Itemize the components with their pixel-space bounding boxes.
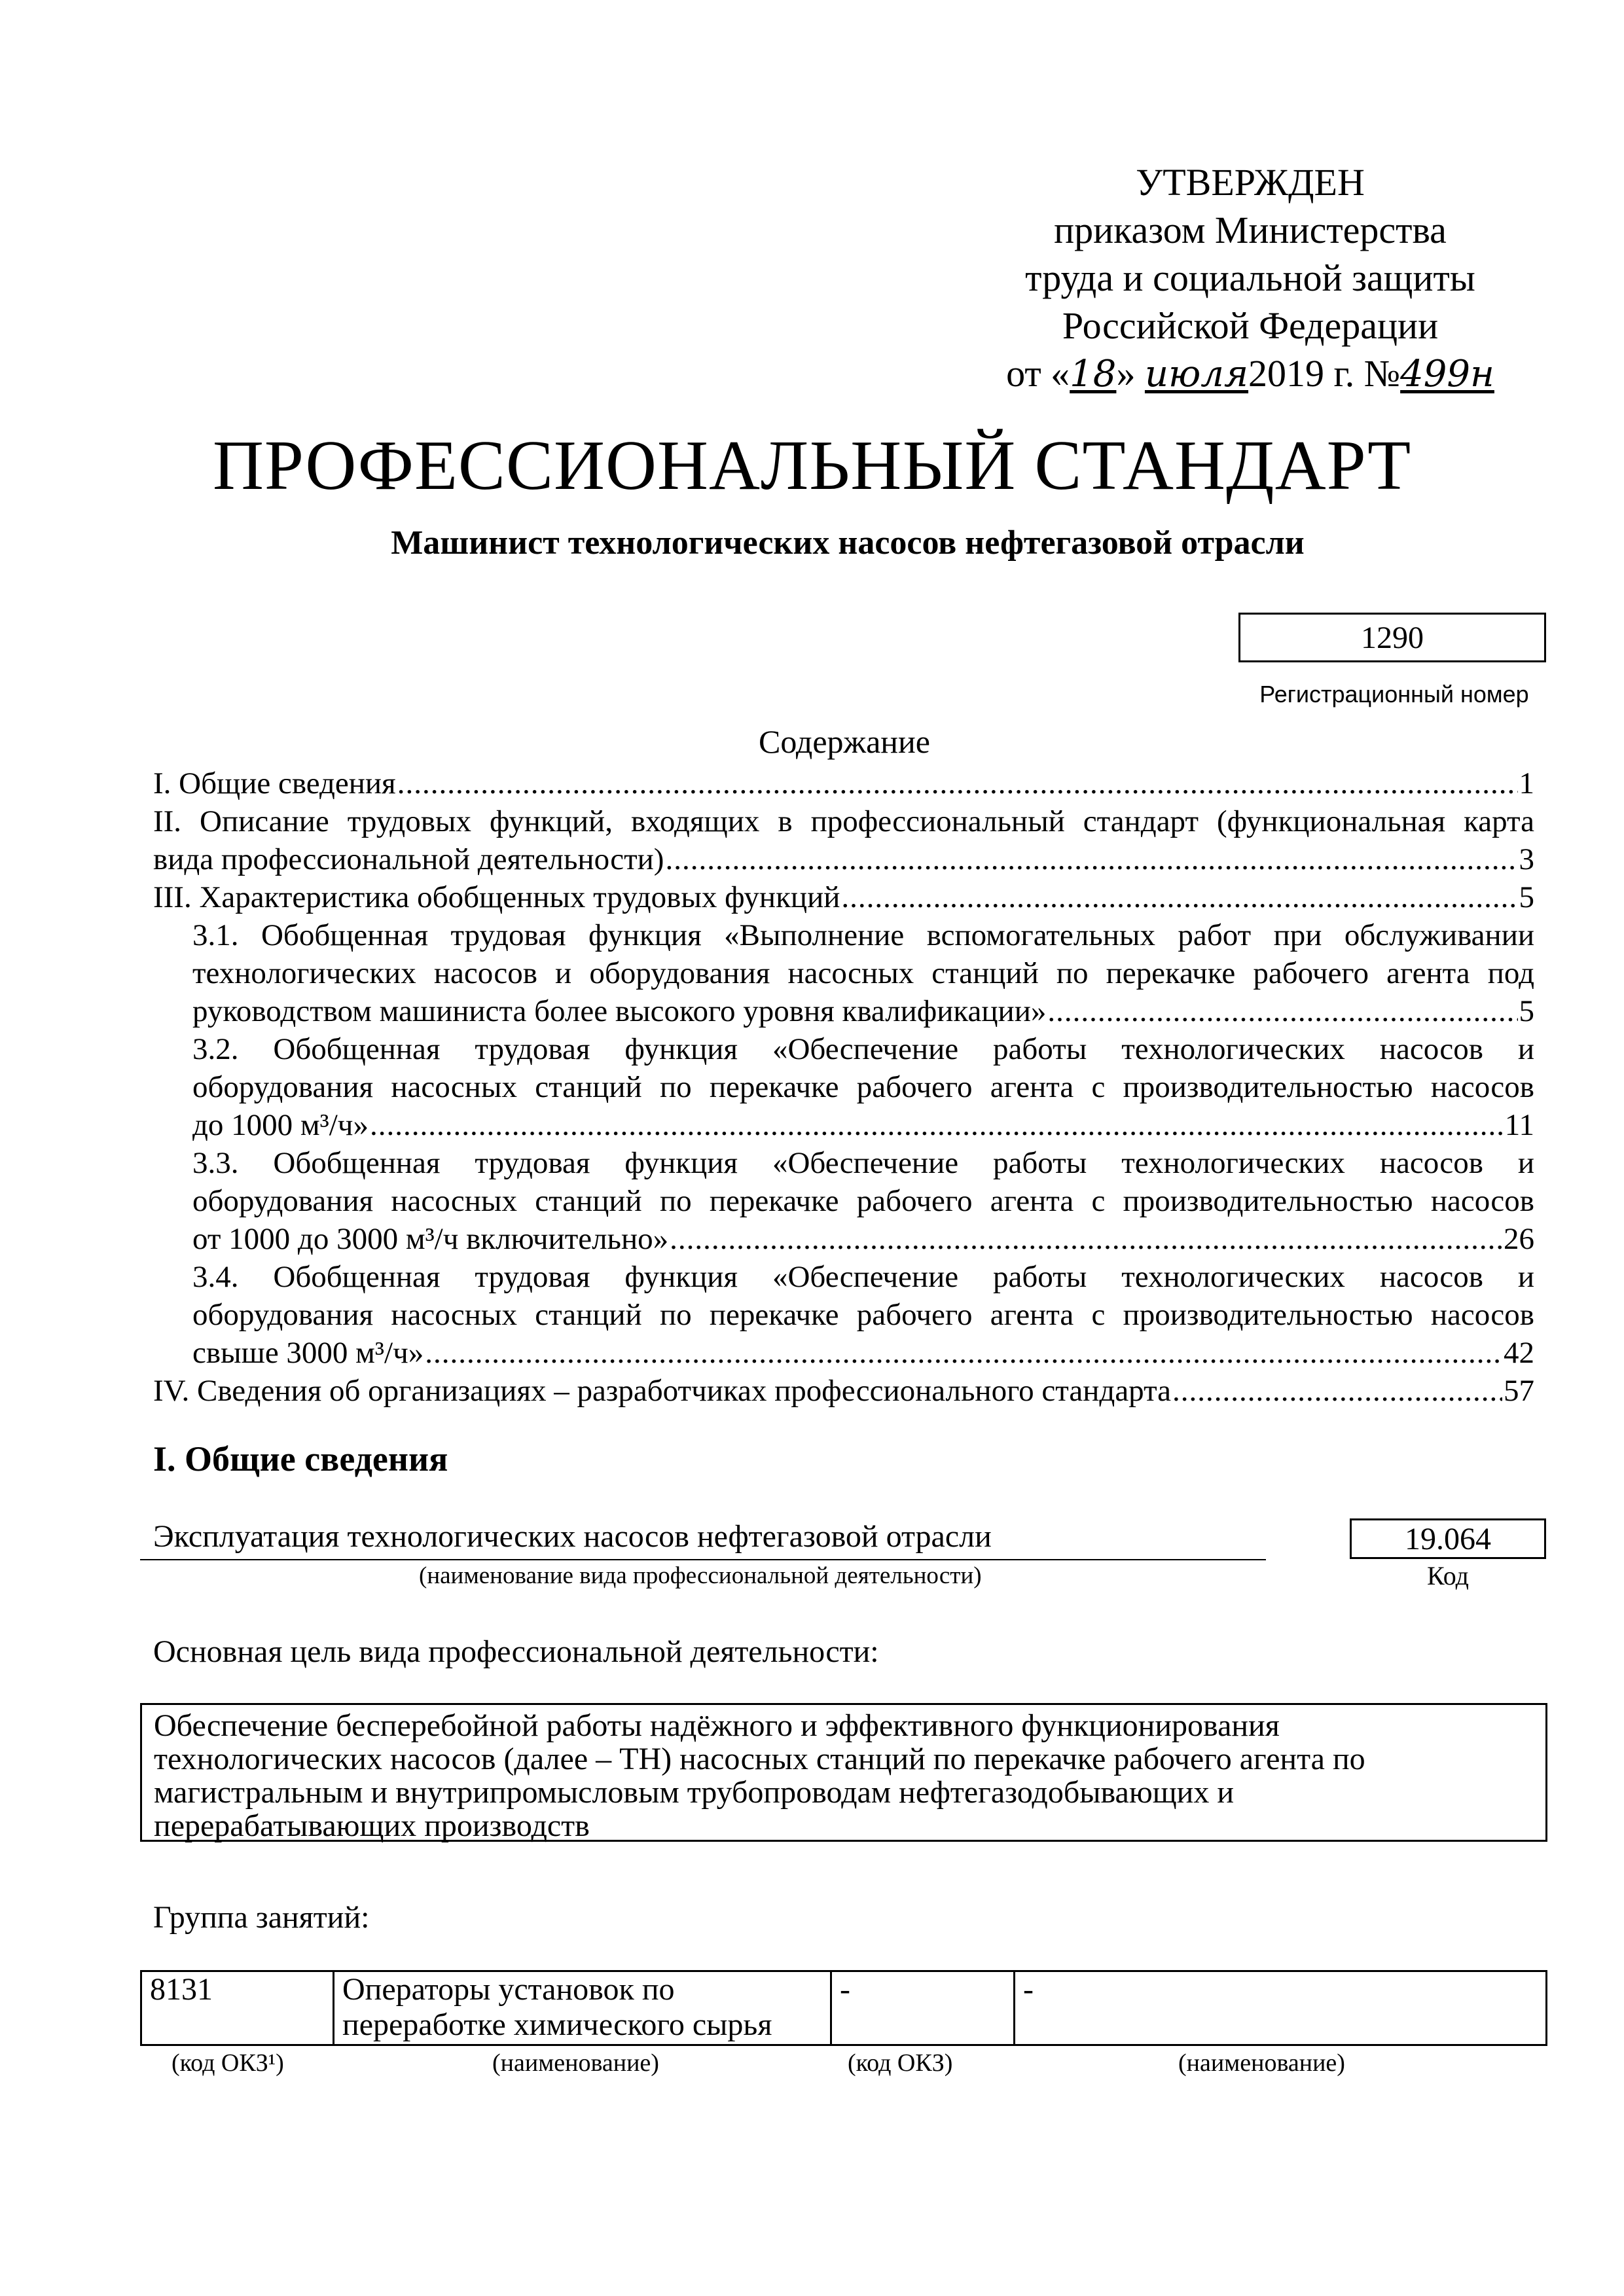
toc-leader-dots: [665, 840, 1517, 878]
toc-item-page: 3: [1519, 842, 1534, 876]
toc-item-page: 11: [1504, 1108, 1534, 1142]
okz-code-caption-2: (код ОКЗ): [848, 2049, 953, 2077]
toc-leader-dots: [425, 1334, 1502, 1372]
toc-item-section-3-3: [192, 1144, 1534, 1258]
toc-item-page: 42: [1504, 1336, 1534, 1370]
approval-block: [969, 158, 1532, 398]
toc-item-section-3-2: [192, 1030, 1534, 1144]
purpose-label: Основная цель вида профессиональной деятельности:: [153, 1634, 879, 1669]
toc-item-section-3: [153, 878, 1534, 916]
toc-item-text: от 1000 до 3000 м³/ч включительно»: [192, 1222, 669, 1256]
toc-leader-dots: [670, 1220, 1502, 1258]
toc-item-text: до 1000 м³/ч»: [192, 1108, 369, 1142]
toc-leader-dots: [1172, 1372, 1502, 1410]
date-day-suffix: »: [1116, 352, 1136, 395]
toc-item-last-line: [192, 1220, 1534, 1258]
toc-item-text: свыше 3000 м³/ч»: [192, 1336, 424, 1370]
toc-title: Содержание: [759, 723, 930, 760]
okz-name-cell: [334, 1971, 831, 2045]
toc-leader-dots: [370, 1106, 1504, 1144]
toc-item-section-4: [153, 1372, 1534, 1410]
activity-name: Эксплуатация технологических насосов нефтегазовой отрасли: [153, 1519, 992, 1554]
handwritten-day: 18: [1070, 353, 1117, 395]
okz-code-cell: 8131: [141, 1971, 334, 2045]
toc-item-line: 3.1. Обобщенная трудовая функция «Выполнение вспомогательных работ при обслуживании: [192, 918, 1534, 952]
section-heading: I. Общие сведения: [153, 1439, 448, 1479]
toc-item-last-line: [192, 992, 1534, 1030]
occupation-group-table: [140, 1970, 1547, 2046]
toc-item-text: руководством машиниста более высокого уровня квалификации»: [192, 994, 1047, 1028]
table-row: [141, 1971, 1547, 2045]
toc-item-line: II. Описание трудовых функций, входящих в профессиональный стандарт (функциональная карта: [153, 804, 1534, 838]
registration-number-box: 1290: [1238, 613, 1546, 662]
toc-item-page: 26: [1504, 1222, 1534, 1256]
purpose-line: перерабатывающих производств: [154, 1808, 590, 1843]
handwritten-order-number: 499н: [1400, 353, 1494, 395]
table-of-contents: [153, 764, 1534, 1410]
okz-code-caption: (код ОКЗ¹): [171, 2049, 284, 2077]
purpose-box: [140, 1703, 1547, 1842]
date-year: 2019 г. №: [1248, 352, 1401, 395]
toc-leader-dots: [841, 878, 1517, 916]
toc-item-last-line: [192, 1334, 1534, 1372]
okz-code-cell-2: -: [831, 1971, 1015, 2045]
okz-name-line: переработке химического сырья: [342, 2007, 772, 2042]
toc-item-last-line: [192, 1106, 1534, 1144]
handwritten-month: июля: [1144, 353, 1249, 395]
toc-item-line: оборудования насосных станций по перекачке рабочего агента с производительностью насосов: [192, 1298, 1534, 1332]
date-prefix: от «: [1006, 352, 1070, 395]
activity-code-box: 19.064: [1350, 1518, 1546, 1559]
registration-number-label: Регистрационный номер: [1259, 681, 1529, 708]
toc-item-section-1: [153, 764, 1534, 802]
toc-leader-dots: [397, 764, 1518, 802]
document-title: ПРОФЕССИОНАЛЬНЫЙ СТАНДАРТ: [212, 427, 1412, 505]
toc-item-section-3-1: [192, 916, 1534, 1030]
approval-line-3: труда и социальной защиты: [1025, 257, 1475, 299]
toc-item-line: оборудования насосных станций по перекачке рабочего агента с производительностью насосов: [192, 1070, 1534, 1104]
toc-item-text: IV. Сведения об организациях – разработчиках профессионального стандарта: [153, 1374, 1172, 1408]
toc-item-page: 5: [1519, 994, 1534, 1028]
toc-item-text: I. Общие сведения: [153, 766, 396, 800]
toc-item-last-line: [153, 840, 1534, 878]
okz-name-line: Операторы установок по: [342, 1972, 675, 2007]
toc-item-page: 57: [1504, 1374, 1534, 1408]
approval-line-2: приказом Министерства: [1054, 209, 1447, 251]
toc-item-line: оборудования насосных станций по перекачке рабочего агента с производительностью насосов: [192, 1184, 1534, 1218]
occupation-group-label: Группа занятий:: [153, 1900, 370, 1935]
activity-underline: [140, 1559, 1266, 1560]
okz-name-cell-2: -: [1015, 1971, 1547, 2045]
toc-item-page: 5: [1519, 880, 1534, 914]
toc-item-text: III. Характеристика обобщенных трудовых функций: [153, 880, 840, 914]
toc-item-section-2: [153, 802, 1534, 878]
toc-item-section-3-4: [192, 1258, 1534, 1372]
purpose-line: магистральным и внутрипромысловым трубопроводам нефтегазодобывающих и: [154, 1775, 1235, 1810]
document-subtitle: Машинист технологических насосов нефтегазовой отрасли: [391, 524, 1305, 562]
approval-date-line: [969, 350, 1532, 398]
toc-item-page: 1: [1519, 766, 1534, 800]
approval-line-4: Российской Федерации: [1062, 304, 1439, 347]
okz-name-caption-2: (наименование): [1178, 2049, 1345, 2077]
activity-caption: (наименование вида профессиональной деятельности): [419, 1562, 982, 1589]
okz-name-caption: (наименование): [492, 2049, 659, 2077]
approval-line-1: УТВЕРЖДЕН: [1136, 161, 1365, 204]
purpose-line: Обеспечение бесперебойной работы надёжного и эффективного функционирования: [154, 1708, 1280, 1743]
purpose-line: технологических насосов (далее – ТН) насосных станций по перекачке рабочего агента по: [154, 1742, 1365, 1776]
toc-item-line: 3.3. Обобщенная трудовая функция «Обеспечение работы технологических насосов и: [192, 1146, 1534, 1180]
toc-leader-dots: [1047, 992, 1517, 1030]
toc-item-line: 3.4. Обобщенная трудовая функция «Обеспечение работы технологических насосов и: [192, 1260, 1534, 1294]
toc-item-line: 3.2. Обобщенная трудовая функция «Обеспечение работы технологических насосов и: [192, 1032, 1534, 1066]
activity-code-caption: Код: [1427, 1561, 1469, 1590]
toc-item-text: вида профессиональной деятельности): [153, 842, 664, 876]
toc-item-line: технологических насосов и оборудования насосных станций по перекачке рабочего агента под: [192, 956, 1534, 990]
